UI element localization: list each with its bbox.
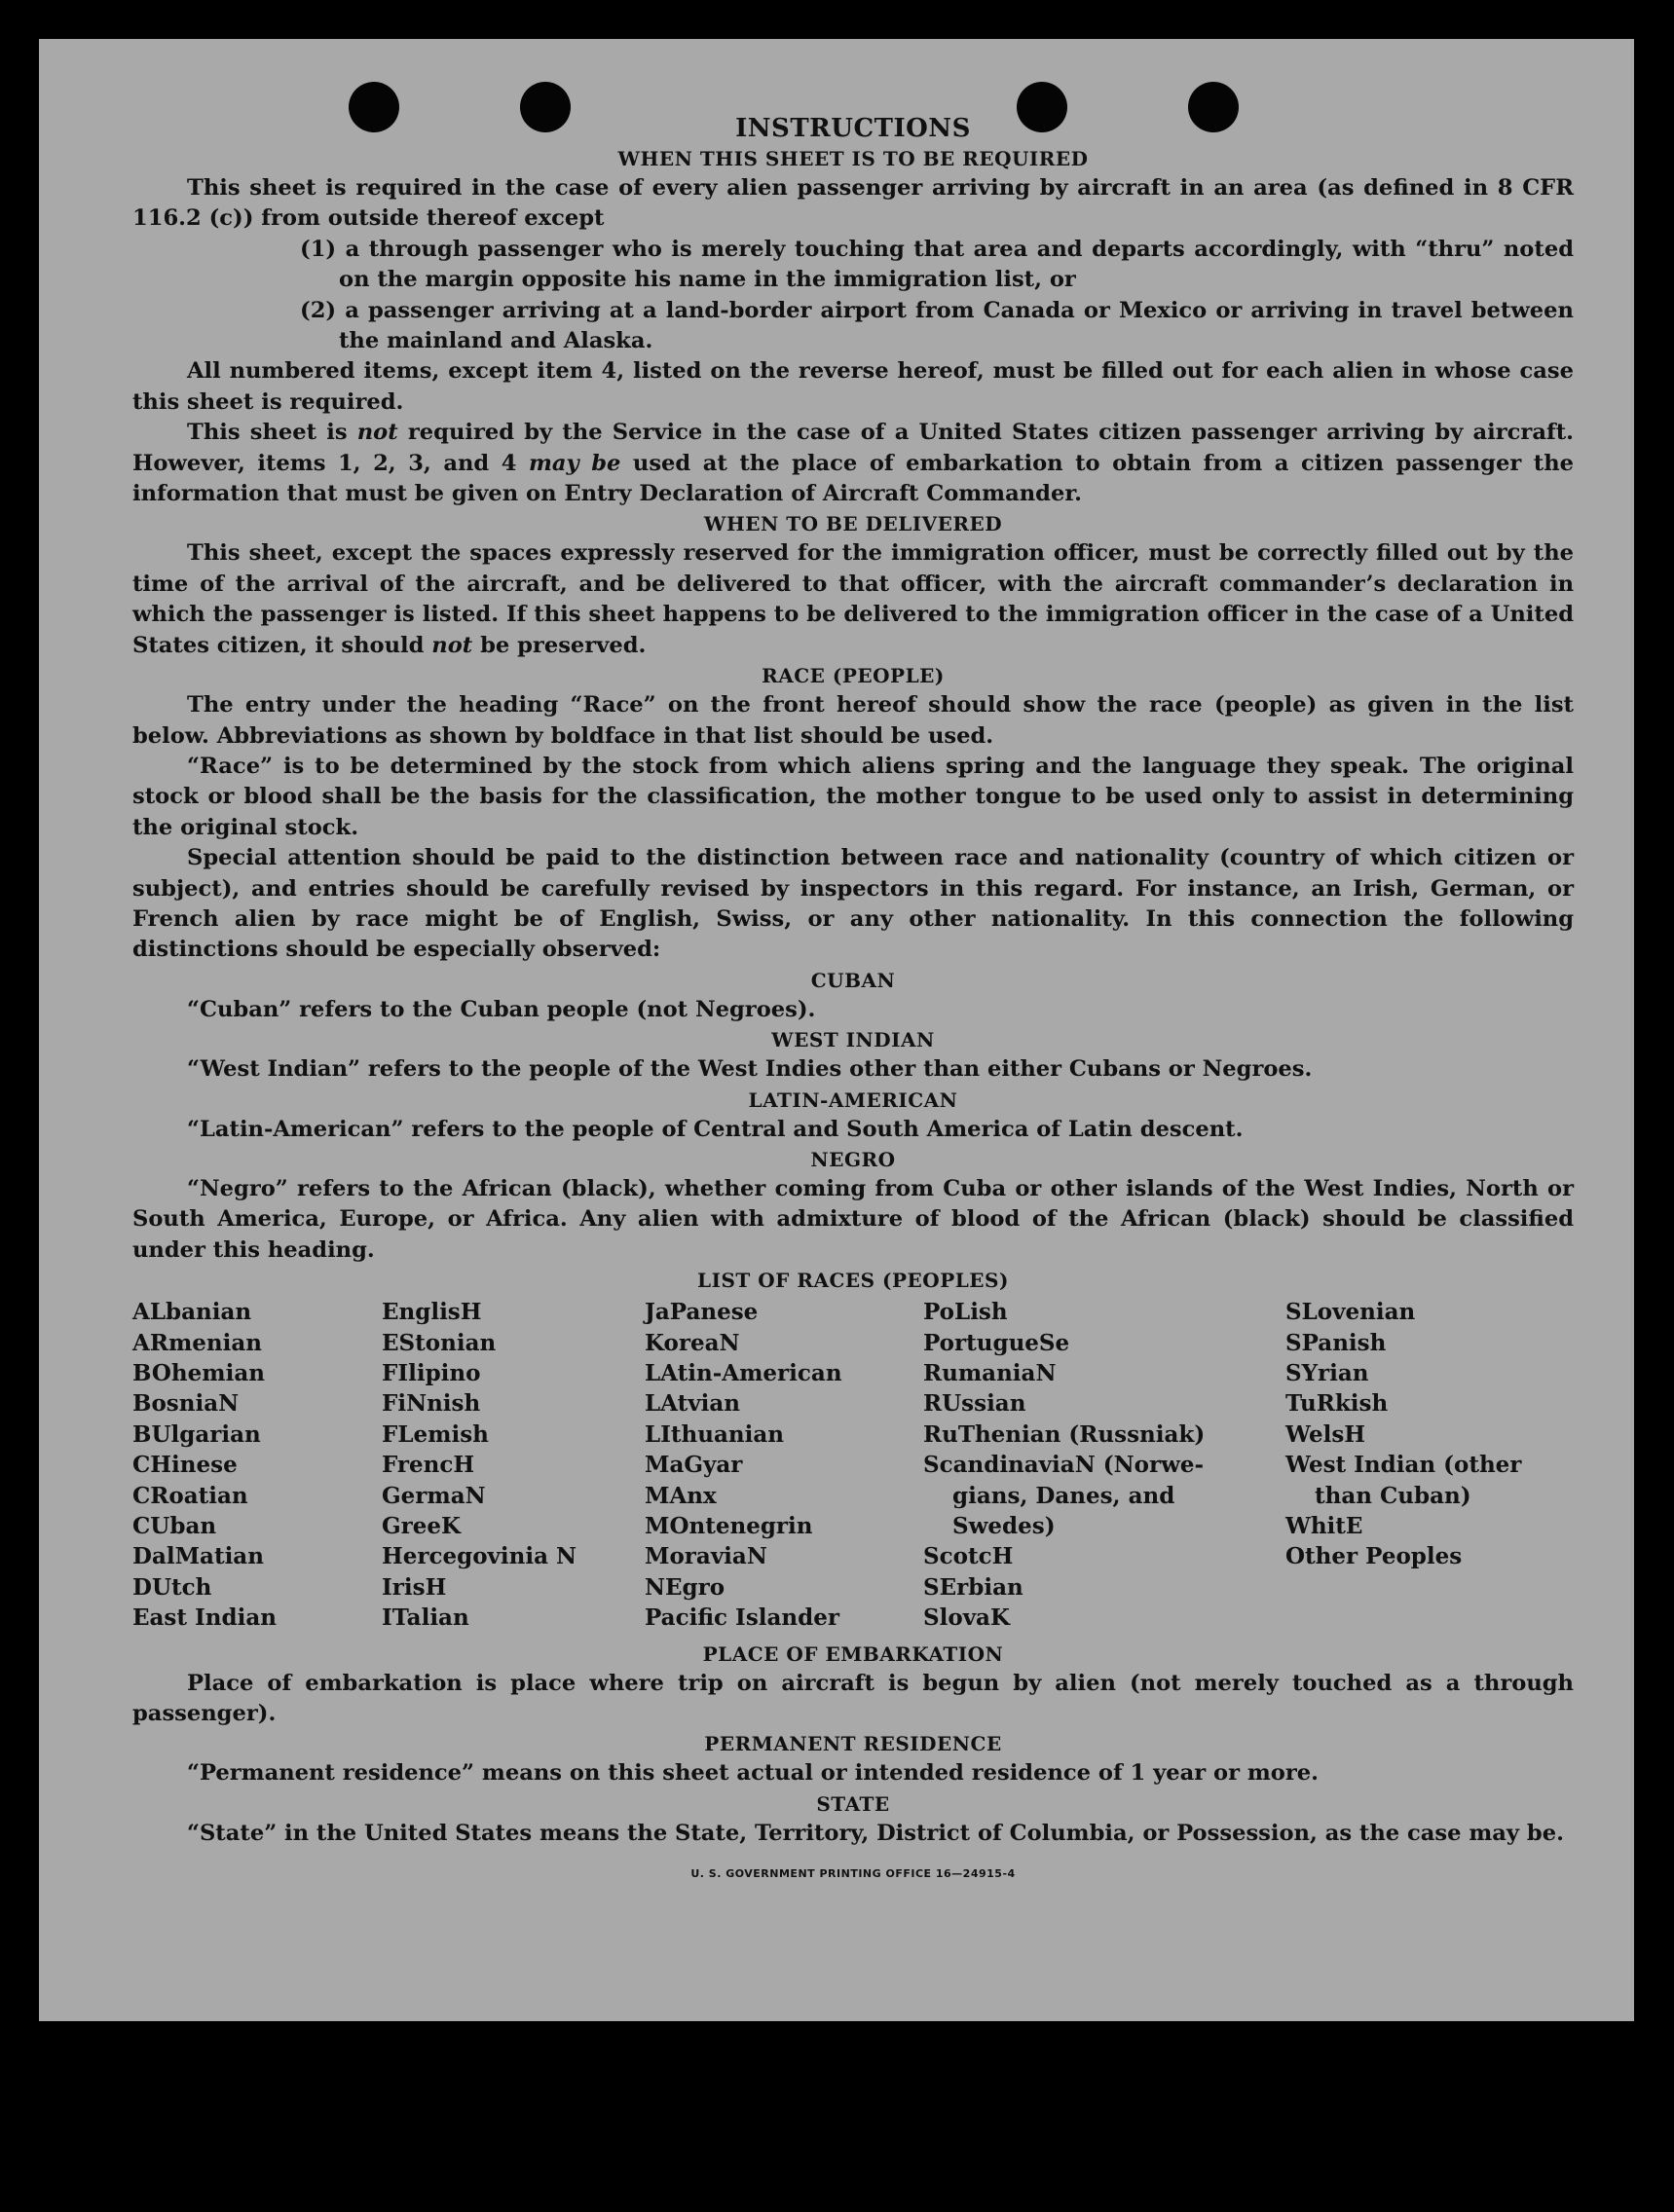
race-entry: WelsH: [1285, 1420, 1366, 1448]
race-entry: FIlipino: [382, 1360, 481, 1386]
race-entry: [1285, 1603, 1574, 1633]
section-heading-state: STATE: [816, 1791, 890, 1816]
race-entry: LAtvian: [645, 1390, 740, 1418]
emphasis: may be: [528, 450, 621, 476]
race-entry: Swedes): [952, 1513, 1056, 1540]
race-entry: LIthuanian: [645, 1420, 784, 1448]
race-entry: MAnx: [645, 1482, 717, 1509]
race-entry: CUban: [132, 1513, 217, 1540]
list-item: (2) a passenger arriving at a land-border airport from Canada or Mexico or arriving in travel between the mainland and Alaska.: [300, 297, 1574, 354]
paragraph: “Permanent residence” means on this sheet actual or intended residence of 1 year or more.: [187, 1760, 1320, 1787]
race-entry: ScandinaviaN (Norwe-: [923, 1452, 1205, 1479]
race-entry: SPanish: [1285, 1329, 1387, 1356]
race-entry: FiNnish: [382, 1390, 481, 1418]
section-heading-negro: NEGRO: [810, 1147, 896, 1171]
race-entry: RuThenian (Russniak): [923, 1420, 1206, 1448]
race-entry: BOhemian: [132, 1360, 265, 1386]
instructions-body: [132, 109, 1574, 1890]
emphasis: not: [356, 420, 398, 446]
race-entry: GermaN: [382, 1482, 486, 1509]
section-heading-when-required: WHEN THIS SHEET IS TO BE REQUIRED: [617, 147, 1089, 170]
race-entry: GreeK: [382, 1513, 462, 1540]
race-entry: NEgro: [645, 1573, 725, 1601]
paragraph: The entry under the heading “Race” on the front hereof should show the race (people) as given in the list below. Abbreviations as shown by boldface in that list should be used.: [132, 692, 1574, 749]
paragraph: This sheet is required in the case of every alien passenger arriving by aircraft in an area (as defined in 8 CFR 116.2 (c)) from outside thereof except: [132, 175, 1574, 232]
race-entry: DUtch: [132, 1573, 212, 1601]
paragraph: “West Indian” refers to the people of the West Indies other than either Cubans or Negroes.: [187, 1056, 1313, 1083]
race-entry: CRoatian: [132, 1482, 248, 1509]
race-entry: PortugueSe: [923, 1329, 1070, 1356]
paragraph: “Negro” refers to the African (black), whether coming from Cuba or other islands of the West Indies, North or South America, Europe, or Africa. Any alien with admixture of blood of the African (black) should be classified under this heading.: [132, 1175, 1574, 1263]
race-entry: MOntenegrin: [645, 1513, 813, 1540]
text-run: This sheet, except the spaces expressly reserved for the immigration officer, must be correctly filled out by the time of the arrival of the aircraft, and be delivered to that officer, with the aircraft commander’s declaration in which the passenger is listed. If this sheet happens to be delivered to the immigration officer in the case of a United States citizen, it should: [132, 540, 1574, 658]
race-entry: WhitE: [1285, 1513, 1363, 1540]
race-entry: BUlgarian: [132, 1420, 261, 1448]
paragraph: “State” in the United States means the State, Territory, District of Columbia, or Possession, as the case may be.: [187, 1820, 1564, 1846]
section-heading-cuban: CUBAN: [810, 968, 896, 992]
paragraph: “Latin-American” refers to the people of Central and South America of Latin descent.: [187, 1116, 1244, 1142]
section-heading-list-of-races: LIST OF RACES (PEOPLES): [697, 1269, 1009, 1293]
section-heading-west-indian: WEST INDIAN: [771, 1028, 935, 1052]
paragraph: Place of embarkation is place where trip on aircraft is begun by alien (not merely touched as a through passenger).: [132, 1670, 1574, 1727]
race-entry: FLemish: [382, 1420, 489, 1448]
list-item: (1) a through passenger who is merely touching that area and departs accordingly, with “thru” noted on the margin opposite his name in the immigration list, or: [300, 236, 1574, 293]
race-entry: SlovaK: [923, 1604, 1010, 1632]
section-heading-latin-american: LATIN-AMERICAN: [748, 1088, 958, 1112]
printer-footer: U. S. GOVERNMENT PRINTING OFFICE 16—24915-4: [690, 1867, 1016, 1881]
paragraph: [132, 538, 1574, 661]
race-entry: DalMatian: [132, 1543, 264, 1570]
page-title: INSTRUCTIONS: [735, 114, 971, 143]
race-entry: East Indian: [132, 1604, 277, 1632]
race-entry: ARmenian: [132, 1329, 263, 1356]
race-list: [132, 1297, 1574, 1633]
race-entry: RumaniaN: [923, 1360, 1057, 1386]
race-entry: ALbanian: [132, 1299, 252, 1326]
paragraph: [132, 418, 1574, 509]
race-entry: BosniaN: [132, 1390, 240, 1418]
race-entry: KoreaN: [645, 1329, 740, 1356]
race-entry: Hercegovinia N: [382, 1543, 577, 1570]
race-entry: LAtin-American: [645, 1360, 842, 1386]
paragraph: Special attention should be paid to the distinction between race and nationality (country of which citizen or subject), and entries should be carefully revised by inspectors in this regard. For instance, an Irish, German, or French alien by race might be of English, Swiss, or any other nationality. In this connection the following distinctions should be especially observed:: [132, 845, 1574, 963]
text-run: This sheet is: [187, 420, 357, 446]
race-entry: ScotcH: [923, 1543, 1014, 1570]
race-entry: IrisH: [382, 1573, 447, 1601]
text-run: be preserved.: [472, 632, 647, 658]
race-entry: RUssian: [923, 1390, 1026, 1418]
race-entry: Other Peoples: [1285, 1543, 1463, 1570]
race-entry: SLovenian: [1285, 1299, 1416, 1326]
race-entry: West Indian (other: [1285, 1452, 1522, 1479]
paragraph: “Cuban” refers to the Cuban people (not Negroes).: [187, 996, 816, 1022]
race-entry: Pacific Islander: [645, 1604, 839, 1632]
race-entry: FrencH: [382, 1452, 475, 1479]
section-heading-embarkation: PLACE OF EMBARKATION: [702, 1641, 1004, 1666]
race-entry: MoraviaN: [645, 1543, 767, 1570]
race-entry: SErbian: [923, 1573, 1023, 1601]
race-entry: TuRkish: [1285, 1390, 1389, 1418]
race-entry: PoLish: [923, 1299, 1008, 1326]
race-entry: EStonian: [382, 1329, 497, 1356]
document-sheet: [39, 39, 1634, 2021]
section-heading-when-delivered: WHEN TO BE DELIVERED: [703, 512, 1003, 536]
race-entry: SYrian: [1285, 1360, 1369, 1386]
race-entry: [1285, 1572, 1574, 1603]
race-entry: ITalian: [382, 1604, 469, 1632]
race-entry: gians, Danes, and: [952, 1482, 1175, 1509]
race-entry: than Cuban): [1315, 1482, 1471, 1509]
emphasis: not: [431, 632, 473, 658]
text-run: required by the Service in the case of a United States citizen passenger arriving by aircraft. However, items 1, 2, 3, and 4: [132, 420, 1574, 476]
section-heading-race: RACE (PEOPLE): [762, 664, 945, 688]
text-run: used at the place of embarkation to obtain from a citizen passenger the information that must be given on Entry Declaration of Aircraft Commander.: [132, 450, 1575, 507]
paragraph: “Race” is to be determined by the stock from which aliens spring and the language they speak. The original stock or blood shall be the basis for the classification, the mother tongue to be used only to assist in determining the original stock.: [132, 753, 1574, 840]
race-entry: JaPanese: [645, 1299, 759, 1326]
race-entry: EnglisH: [382, 1299, 482, 1326]
section-heading-permanent-residence: PERMANENT RESIDENCE: [704, 1732, 1002, 1756]
race-entry: MaGyar: [645, 1452, 743, 1479]
paragraph: All numbered items, except item 4, listed on the reverse hereof, must be filled out for each alien in whose case this sheet is required.: [132, 358, 1574, 415]
race-entry: CHinese: [132, 1452, 238, 1479]
